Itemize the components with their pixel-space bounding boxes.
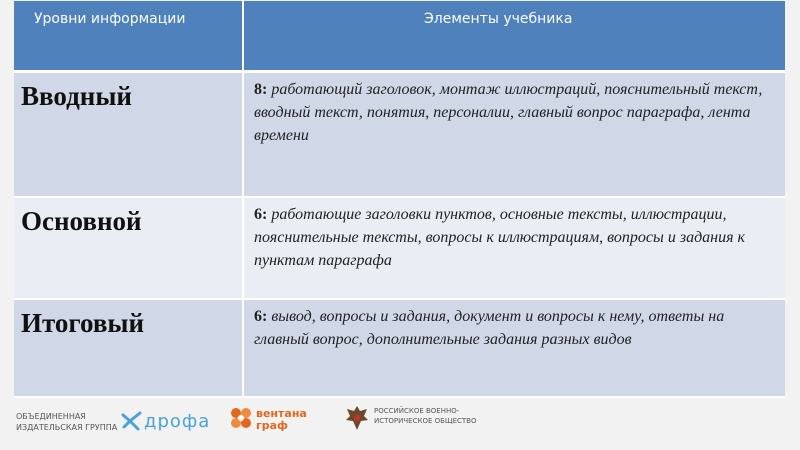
table-header-row [14, 1, 785, 72]
ventana-line-2: граф [256, 419, 288, 432]
header-levels: Уровни информации [14, 1, 243, 72]
drofa-logo [120, 407, 211, 435]
level-cell: Вводный [14, 72, 243, 197]
eagle-emblem-icon [344, 403, 370, 433]
element-count: 6: [254, 205, 268, 223]
table-row [14, 299, 785, 397]
info-levels-table [14, 1, 785, 398]
level-cell: Итоговый [14, 299, 243, 397]
element-list: вывод, вопросы и задания, документ и вопросы к нему, ответы на главный вопрос, дополнительные задания разных видов [254, 307, 725, 348]
drofa-logo-text: дрофа [144, 411, 211, 432]
table-row [14, 72, 785, 197]
element-count: 6: [254, 307, 268, 325]
elements-cell [243, 299, 785, 397]
ventana-line-1: вентана [256, 407, 307, 420]
header-elements: Элементы учебника [243, 1, 785, 72]
ventana-flower-icon [228, 405, 254, 431]
ventana-logo [228, 405, 307, 435]
publisher-name: ОБЪЕДИНЕННАЯ ИЗДАТЕЛЬСКАЯ ГРУППА [16, 412, 118, 432]
ventana-logo-text [256, 408, 307, 432]
element-list: работающий заголовок, монтаж иллюстраций, пояснительный текст, вводный текст, понятия, персоналии, главный вопрос параграфа, лента времени [254, 81, 763, 144]
table-row [14, 197, 785, 299]
elements-cell [243, 197, 785, 299]
elements-cell [243, 72, 785, 197]
element-list: работающие заголовки пунктов, основные тексты, иллюстрации, пояснительные тексты, вопросы к иллюстрациям, вопросы и задания к пунктам параграфа [254, 205, 746, 269]
rvio-logo [344, 403, 477, 438]
rvio-logo-text: РОССИЙСКОЕ ВОЕННО-ИСТОРИЧЕСКОЕ ОБЩЕСТВО [374, 407, 477, 425]
publisher-footer [0, 395, 800, 450]
level-cell: Основной [14, 197, 243, 299]
drofa-bird-icon [120, 407, 144, 433]
element-count: 8: [254, 81, 268, 98]
